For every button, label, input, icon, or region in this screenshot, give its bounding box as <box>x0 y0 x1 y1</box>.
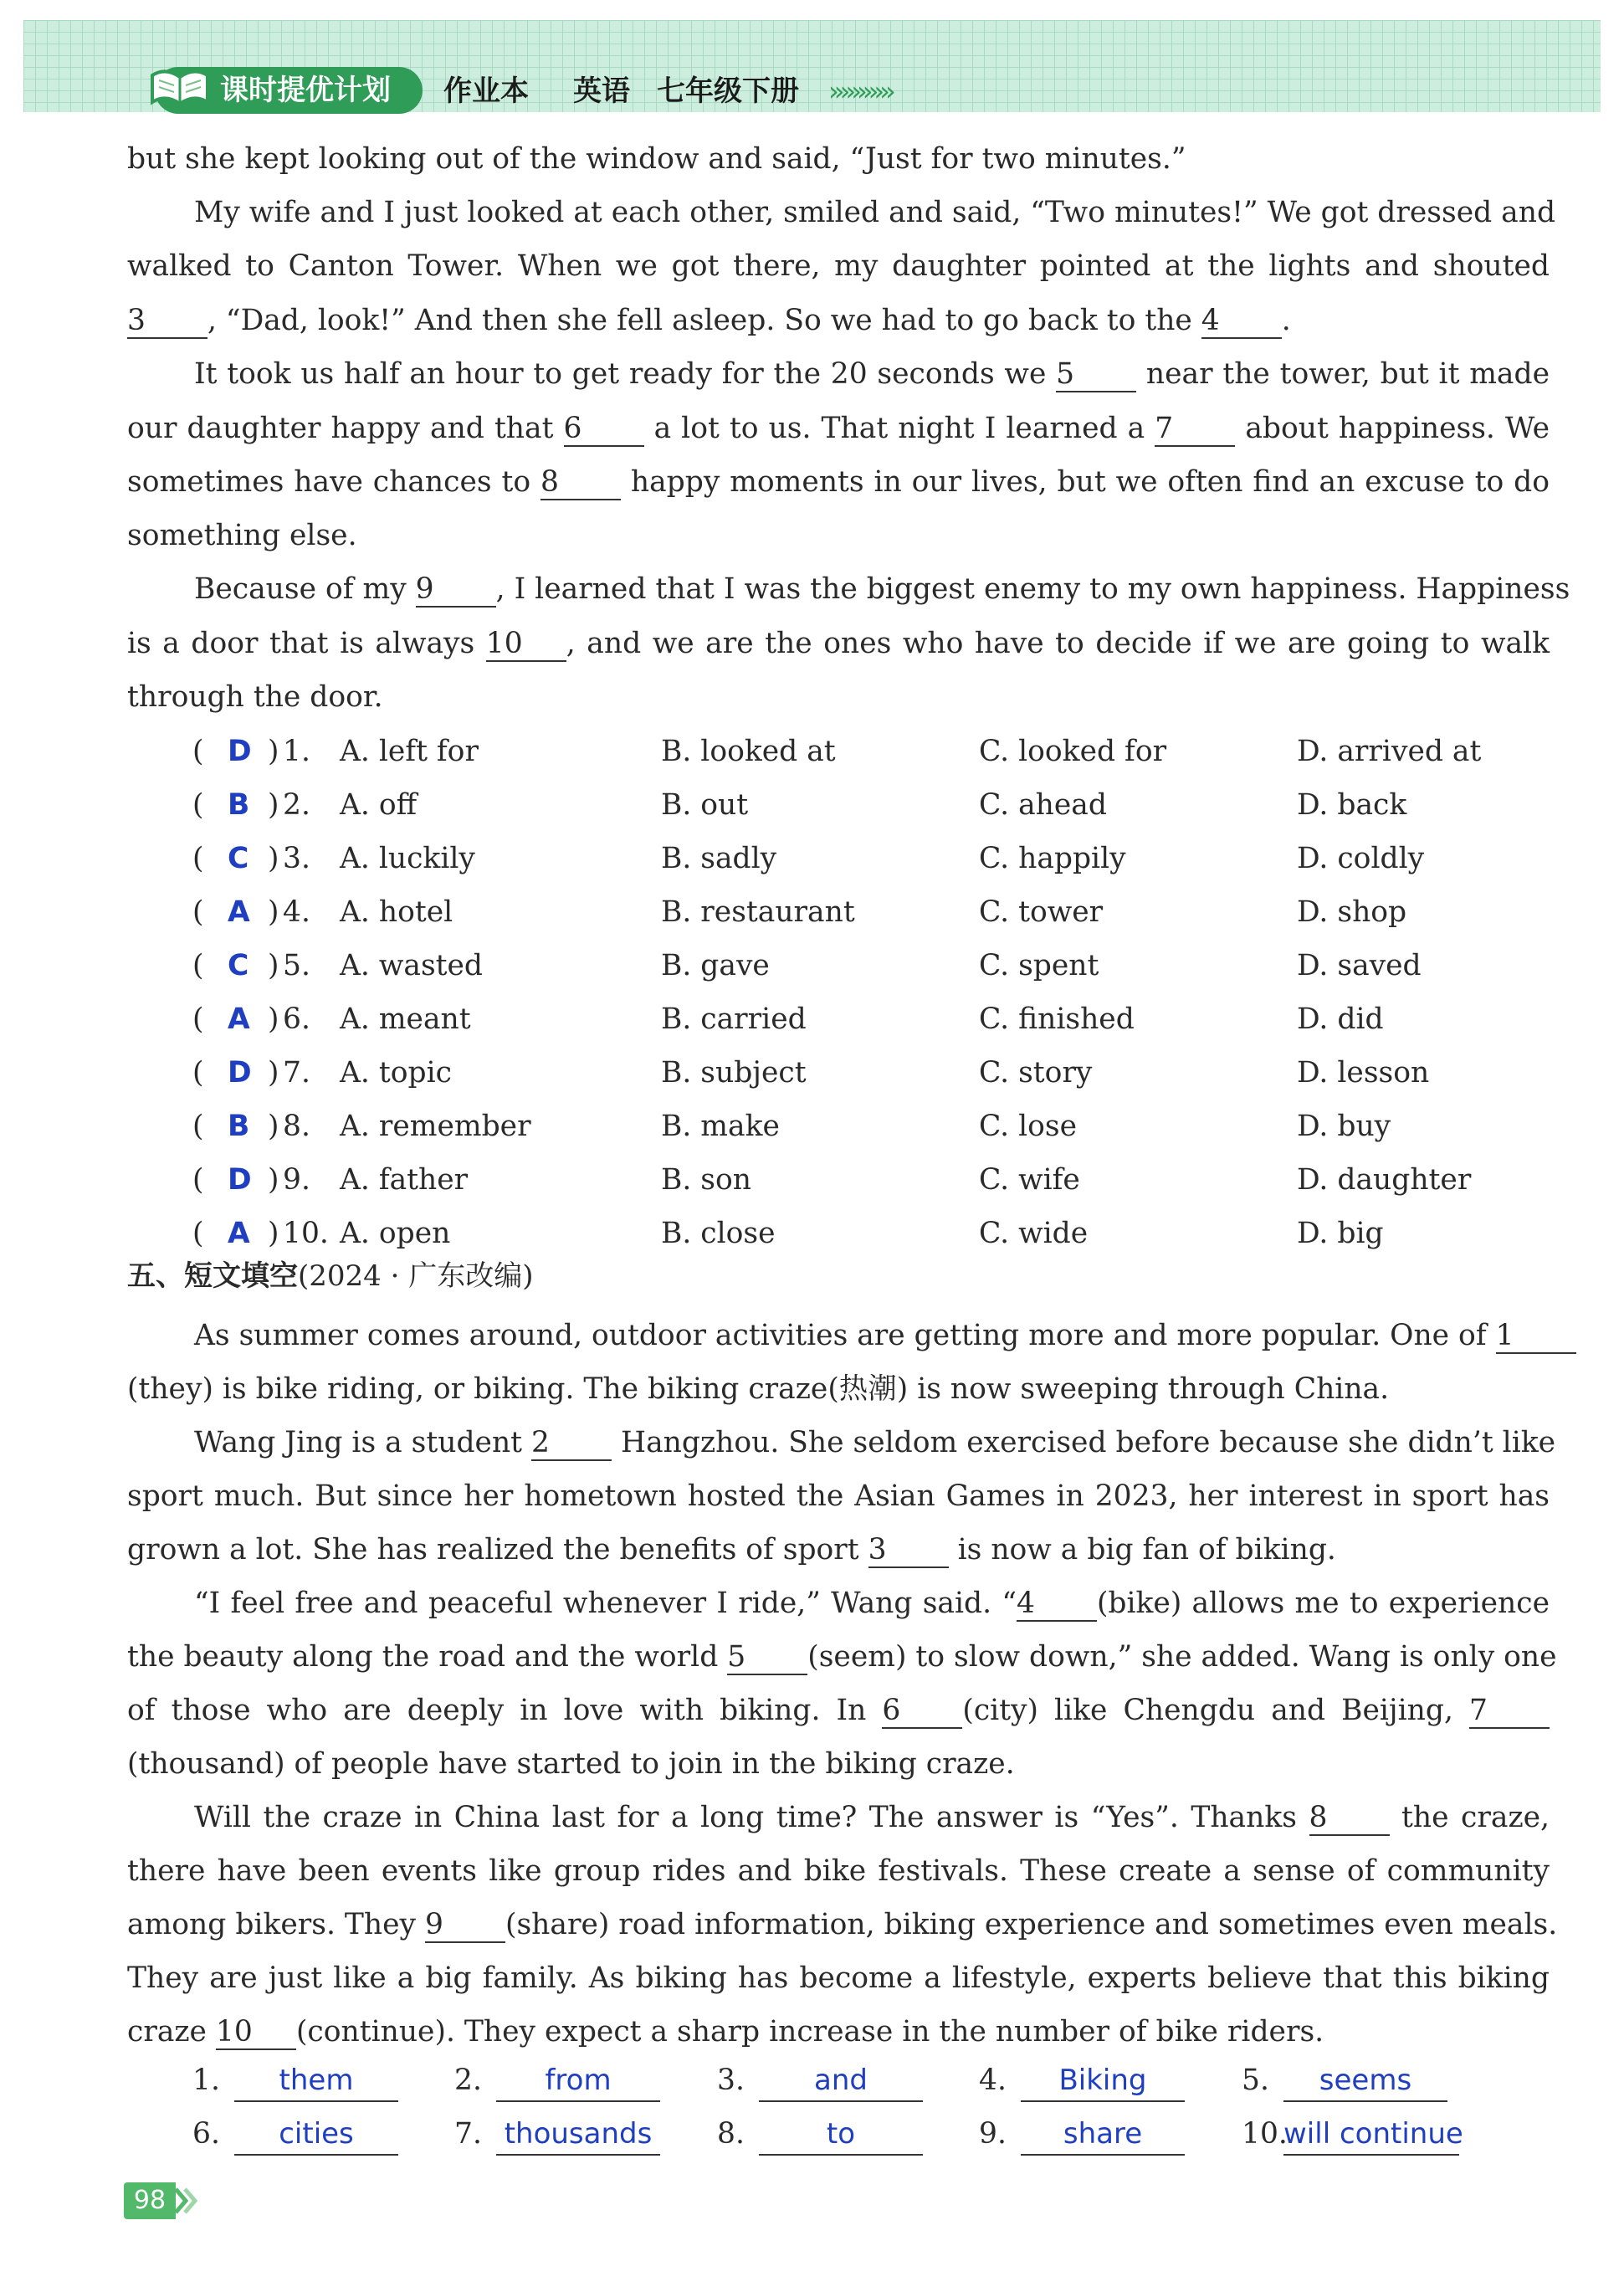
answer-value: Biking <box>1021 2060 1185 2102</box>
text-line: something else. <box>127 519 357 552</box>
choice-row <box>192 1108 1565 1145</box>
question-number: 10. <box>283 1217 329 1250</box>
text-segment: , “Dad, look!” And then she fell asleep. So we had to go back to the <box>207 304 1201 337</box>
paren-open: ( <box>192 788 204 822</box>
paren-open: ( <box>192 949 204 982</box>
option-a: A. left for <box>340 735 479 768</box>
choice-row <box>192 1054 1565 1091</box>
question-number: 6. <box>283 1002 310 1036</box>
blank-number: 6 <box>564 412 644 447</box>
text-segment: grown a lot. She has realized the benefits of sport <box>127 1533 868 1566</box>
answer-value: thousands <box>496 2114 660 2156</box>
option-d: D. big <box>1297 1217 1384 1250</box>
option-a: A. wasted <box>340 949 484 982</box>
option-b: B. restaurant <box>661 895 855 929</box>
answer-value: and <box>759 2060 923 2102</box>
paren-close: ) <box>268 788 279 822</box>
blank-number: 1 <box>1496 1319 1576 1354</box>
option-b: B. son <box>661 1163 751 1197</box>
blank-number: 4 <box>1201 304 1282 339</box>
option-c: C. lose <box>979 1110 1078 1143</box>
option-d: D. shop <box>1297 895 1407 929</box>
answer-value: share <box>1021 2114 1185 2156</box>
text-segment: As summer comes around, outdoor activities are getting more and more popular. One of <box>194 1319 1496 1352</box>
text-segment: is now a big fan of biking. <box>948 1533 1336 1566</box>
answer-item <box>192 2060 398 2100</box>
paren-close: ) <box>268 735 279 768</box>
question-number: 1. <box>283 735 310 768</box>
paren-close: ) <box>268 895 279 929</box>
text-line <box>127 1638 1557 1675</box>
blank-number: 9 <box>425 1908 505 1943</box>
option-b: B. carried <box>661 1002 807 1036</box>
answer-number: 6. <box>192 2117 220 2151</box>
text-line <box>127 1906 1558 1943</box>
paren-open: ( <box>192 1163 204 1197</box>
text-line <box>194 1799 1550 1836</box>
paren-open: ( <box>192 1002 204 1036</box>
option-b: B. subject <box>661 1056 807 1090</box>
answer-mark: D <box>228 1056 252 1090</box>
text-line: (they) is bike riding, or biking. The biking craze(热潮) is now sweeping through China. <box>127 1372 1390 1406</box>
option-a: A. remember <box>340 1110 531 1143</box>
blank-number: 5 <box>1056 357 1136 392</box>
text-segment: is a door that is always <box>127 627 486 660</box>
answer-number: 7. <box>454 2117 482 2151</box>
text-segment: near the tower, but it made <box>1136 357 1550 391</box>
option-a: A. luckily <box>340 842 475 875</box>
option-c: C. spent <box>979 949 1099 982</box>
answer-value: seems <box>1283 2060 1447 2102</box>
answer-item <box>1242 2060 1447 2100</box>
workbook-label: 作业本 <box>443 74 529 108</box>
option-c: C. story <box>979 1056 1093 1090</box>
answer-mark: A <box>228 1002 250 1036</box>
paren-open: ( <box>192 1217 204 1250</box>
blank-number: 3 <box>127 304 207 339</box>
choice-row <box>192 894 1565 931</box>
option-d: D. saved <box>1297 949 1422 982</box>
blank-number: 8 <box>1309 1801 1390 1836</box>
answer-item <box>717 2060 923 2100</box>
text-line <box>127 625 1550 662</box>
paren-close: ) <box>268 1163 279 1197</box>
option-d: D. back <box>1297 788 1407 822</box>
question-number: 8. <box>283 1110 310 1143</box>
choice-row <box>192 787 1565 823</box>
answer-item <box>454 2114 660 2154</box>
text-segment: our daughter happy and that <box>127 412 564 445</box>
text-segment: the beauty along the road and the world <box>127 1640 728 1674</box>
answer-number: 10. <box>1242 2117 1288 2151</box>
page-number: 98 <box>124 2182 176 2219</box>
option-c: C. ahead <box>979 788 1107 822</box>
text-segment: (city) like Chengdu and Beijing, <box>962 1694 1469 1727</box>
paren-close: ) <box>268 1002 279 1036</box>
text-line: sport much. But since her hometown hosted the Asian Games in 2023, her interest in sport has <box>127 1479 1550 1513</box>
page-chevron-icon <box>174 2182 199 2219</box>
blank-number: 7 <box>1155 412 1235 447</box>
option-c: C. wife <box>979 1163 1080 1197</box>
paren-close: ) <box>268 1056 279 1090</box>
answer-item <box>1242 2114 1463 2154</box>
answer-number: 1. <box>192 2064 220 2097</box>
answer-value: from <box>496 2060 660 2102</box>
text-line: there have been events like group rides and bike festivals. These create a sense of community <box>127 1854 1550 1888</box>
text-segment: (continue). They expect a sharp increase in the number of bike riders. <box>295 2015 1324 2048</box>
answer-item <box>979 2060 1185 2100</box>
answer-mark: A <box>228 1217 250 1250</box>
option-d: D. buy <box>1297 1110 1391 1143</box>
paren-open: ( <box>192 1056 204 1090</box>
answer-mark: B <box>228 788 250 822</box>
paren-close: ) <box>268 1217 279 1250</box>
section-source: (2024 · 广东改编) <box>298 1259 534 1293</box>
blank-number: 4 <box>1017 1587 1097 1622</box>
choice-row <box>192 947 1565 984</box>
blank-number: 7 <box>1469 1694 1550 1729</box>
text-line: but she kept looking out of the window and said, “Just for two minutes.” <box>127 142 1186 176</box>
text-line <box>194 356 1550 392</box>
option-a: A. topic <box>340 1056 452 1090</box>
section-title <box>127 1258 533 1295</box>
text-line <box>194 571 1570 608</box>
text-line: (thousand) of people have started to join in the biking craze. <box>127 1747 1015 1781</box>
text-segment: the craze, <box>1389 1801 1550 1834</box>
blank-number: 6 <box>882 1694 962 1729</box>
option-b: B. gave <box>661 949 770 982</box>
text-line <box>127 2013 1550 2050</box>
text-segment: (bike) allows me to experience <box>1096 1587 1550 1620</box>
option-c: C. looked for <box>979 735 1167 768</box>
option-c: C. wide <box>979 1217 1089 1250</box>
text-line: They are just like a big family. As biking has become a lifestyle, experts believe that this biking <box>127 1961 1550 1995</box>
option-d: D. coldly <box>1297 842 1425 875</box>
paren-open: ( <box>192 842 204 875</box>
answer-item <box>454 2060 660 2100</box>
blank-number: 2 <box>531 1426 612 1461</box>
answer-item <box>979 2114 1185 2154</box>
option-a: A. hotel <box>340 895 453 929</box>
chevron-decoration <box>828 70 891 112</box>
blank-number: 5 <box>727 1640 807 1675</box>
option-b: B. looked at <box>661 735 836 768</box>
answer-number: 3. <box>717 2064 745 2097</box>
text-segment: (share) road information, biking experience and sometimes even meals. <box>505 1908 1558 1941</box>
text-segment: , I learned that I was the biggest enemy to my own happiness. Happiness <box>495 572 1570 606</box>
series-title: 课时提优计划 <box>220 74 391 107</box>
text-segment: happy moments in our lives, but we often find an excuse to do <box>620 465 1550 499</box>
text-line: walked to Canton Tower. When we got there, my daughter pointed at the lights and shouted <box>127 249 1550 283</box>
text-segment: , and we are the ones who have to decide if we are going to walk <box>566 627 1550 660</box>
paren-close: ) <box>268 949 279 982</box>
blank-number: 8 <box>540 465 621 500</box>
answer-mark: D <box>228 1163 252 1197</box>
text-segment: about happiness. We <box>1235 412 1550 445</box>
choice-row <box>192 1161 1565 1198</box>
section-heading: 五、短文填空 <box>127 1259 298 1293</box>
option-a: A. father <box>340 1163 469 1197</box>
text-line <box>194 1317 1550 1354</box>
paren-open: ( <box>192 895 204 929</box>
text-segment: among bikers. They <box>127 1908 426 1941</box>
question-number: 7. <box>283 1056 310 1090</box>
question-number: 5. <box>283 949 310 982</box>
chevron-right-icon: ››››››››››› <box>828 75 891 107</box>
text-line <box>194 1585 1550 1622</box>
option-c: C. finished <box>979 1002 1135 1036</box>
answer-value: cities <box>234 2114 398 2156</box>
choice-row <box>192 840 1565 877</box>
blank-number: 3 <box>868 1533 949 1568</box>
paren-open: ( <box>192 735 204 768</box>
text-segment: Because of my <box>194 572 416 606</box>
question-number: 2. <box>283 788 310 822</box>
text-segment: It took us half an hour to get ready for the 20 seconds we <box>194 357 1057 391</box>
answer-mark: C <box>228 949 249 982</box>
answer-value: them <box>234 2060 398 2102</box>
option-b: B. out <box>661 788 749 822</box>
text-line <box>127 1531 1550 1568</box>
answer-number: 2. <box>454 2064 482 2097</box>
text-line: through the door. <box>127 680 383 714</box>
text-segment: (seem) to slow down,” she added. Wang is only one <box>807 1640 1557 1674</box>
text-line <box>127 1692 1550 1729</box>
answer-item <box>192 2114 398 2154</box>
option-c: C. happily <box>979 842 1126 875</box>
answer-value: will continue <box>1283 2114 1459 2156</box>
option-c: C. tower <box>979 895 1104 929</box>
choice-row <box>192 1215 1565 1252</box>
choice-row <box>192 1001 1565 1038</box>
text-segment: craze <box>127 2015 216 2048</box>
answer-number: 9. <box>979 2117 1007 2151</box>
option-b: B. make <box>661 1110 780 1143</box>
answer-value: to <box>759 2114 923 2156</box>
blank-number: 10 <box>486 627 566 662</box>
answer-mark: C <box>228 842 249 875</box>
open-book-icon <box>149 50 211 112</box>
blank-number: 9 <box>416 572 496 608</box>
option-a: A. meant <box>340 1002 471 1036</box>
option-d: D. arrived at <box>1297 735 1482 768</box>
text-segment: Wang Jing is a student <box>194 1426 532 1459</box>
text-line <box>127 464 1550 500</box>
text-line <box>127 410 1550 447</box>
paren-open: ( <box>192 1110 204 1143</box>
answer-number: 4. <box>979 2064 1007 2097</box>
option-b: B. close <box>661 1217 776 1250</box>
text-line <box>194 1424 1556 1461</box>
text-line: My wife and I just looked at each other, smiled and said, “Two minutes!” We got dressed and <box>194 196 1556 229</box>
option-a: A. open <box>340 1217 451 1250</box>
text-segment: “I feel free and peaceful whenever I ride,” Wang said. “ <box>194 1587 1017 1620</box>
subject-label: 英语 <box>573 74 630 108</box>
text-segment: . <box>1281 304 1291 337</box>
text-segment: Hangzhou. She seldom exercised before because she didn’t like <box>612 1426 1556 1459</box>
option-d: D. daughter <box>1297 1163 1472 1197</box>
answer-number: 8. <box>717 2117 745 2151</box>
text-segment: sometimes have chances to <box>127 465 540 499</box>
question-number: 4. <box>283 895 310 929</box>
answer-mark: D <box>228 735 252 768</box>
text-line <box>127 302 1550 339</box>
option-d: D. lesson <box>1297 1056 1430 1090</box>
answer-mark: B <box>228 1110 250 1143</box>
choice-row <box>192 733 1565 770</box>
option-d: D. did <box>1297 1002 1384 1036</box>
question-number: 9. <box>283 1163 310 1197</box>
paren-close: ) <box>268 1110 279 1143</box>
paren-close: ) <box>268 842 279 875</box>
question-number: 3. <box>283 842 310 875</box>
text-segment: a lot to us. That night I learned a <box>643 412 1155 445</box>
answer-number: 5. <box>1242 2064 1269 2097</box>
grade-label: 七年级下册 <box>657 74 799 108</box>
blank-number: 10 <box>216 2015 296 2050</box>
text-segment: of those who are deeply in love with biking. In <box>127 1694 883 1727</box>
text-segment: Will the craze in China last for a long time? The answer is “Yes”. Thanks <box>194 1801 1309 1834</box>
option-b: B. sadly <box>661 842 777 875</box>
answer-mark: A <box>228 895 250 929</box>
answer-item <box>717 2114 923 2154</box>
option-a: A. off <box>340 788 418 822</box>
